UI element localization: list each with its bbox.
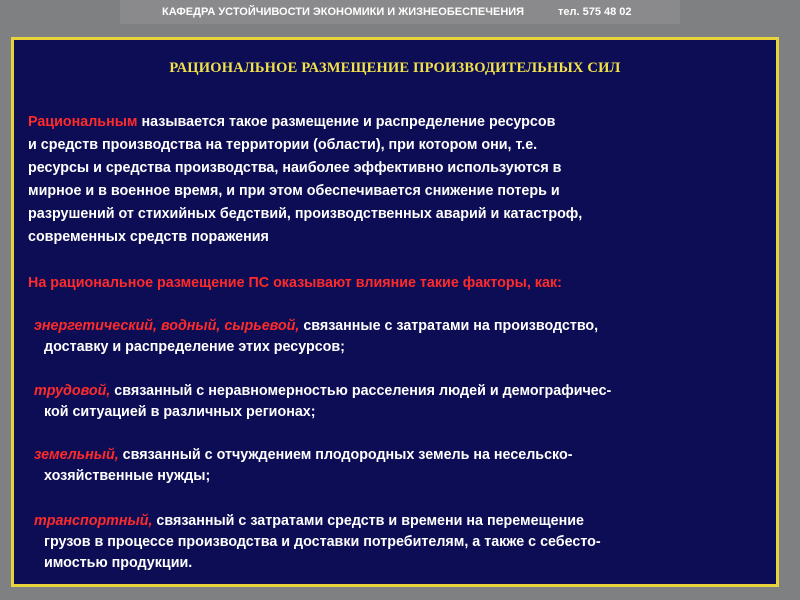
factor-item <box>34 381 774 423</box>
factor-text: связанный с неравномерностью расселения людей и демографичес- <box>110 383 612 399</box>
definition-line: ресурсы и средства производства, наиболее эффективно используются в <box>28 160 562 176</box>
factor-text: хозяйственные нужды; <box>44 468 211 484</box>
factor-item <box>34 316 774 358</box>
factor-keyword: энергетический, водный, сырьевой, <box>34 318 300 334</box>
factor-keyword: транспортный, <box>34 513 153 529</box>
definition-text: называется такое размещение и распределение ресурсов <box>137 114 556 130</box>
factor-keyword: трудовой, <box>34 383 111 399</box>
slide-title: РАЦИОНАЛЬНОЕ РАЗМЕЩЕНИЕ ПРОИЗВОДИТЕЛЬНЫХ СИЛ <box>169 60 621 76</box>
factor-item <box>34 511 774 574</box>
slide-panel <box>11 37 779 587</box>
factor-text: связанные с затратами на производство, <box>299 318 599 334</box>
factor-text: имостью продукции. <box>44 555 193 571</box>
definition-line <box>28 111 768 134</box>
factors-heading: На рациональное размещение ПС оказывают влияние такие факторы, как: <box>28 275 562 291</box>
definition-line: современных средств поражения <box>28 229 269 245</box>
phone-number: тел. 575 48 02 <box>558 6 632 18</box>
factor-text: доставку и распределение этих ресурсов; <box>44 339 345 355</box>
factor-text: грузов в процессе производства и доставки потребителям, а также с себесто- <box>44 534 601 550</box>
header-bar <box>120 0 680 24</box>
factor-text: связанный с отчуждением плодородных земель на несельско- <box>118 447 573 463</box>
department-name: КАФЕДРА УСТОЙЧИВОСТИ ЭКОНОМИКИ И ЖИЗНЕОБЕСПЕЧЕНИЯ <box>162 6 525 18</box>
factor-text: кой ситуацией в различных регионах; <box>44 404 316 420</box>
factor-keyword: земельный, <box>34 447 119 463</box>
definition-paragraph <box>28 111 768 249</box>
definition-line: и средств производства на территории (области), при котором они, т.е. <box>28 137 538 153</box>
definition-line: разрушений от стихийных бедствий, производственных аварий и катастроф, <box>28 206 583 222</box>
definition-line: мирное и в военное время, и при этом обеспечивается снижение потерь и <box>28 183 560 199</box>
factor-item <box>34 445 774 487</box>
factor-text: связанный с затратами средств и времени на перемещение <box>152 513 584 529</box>
definition-term: Рациональным <box>28 114 138 130</box>
